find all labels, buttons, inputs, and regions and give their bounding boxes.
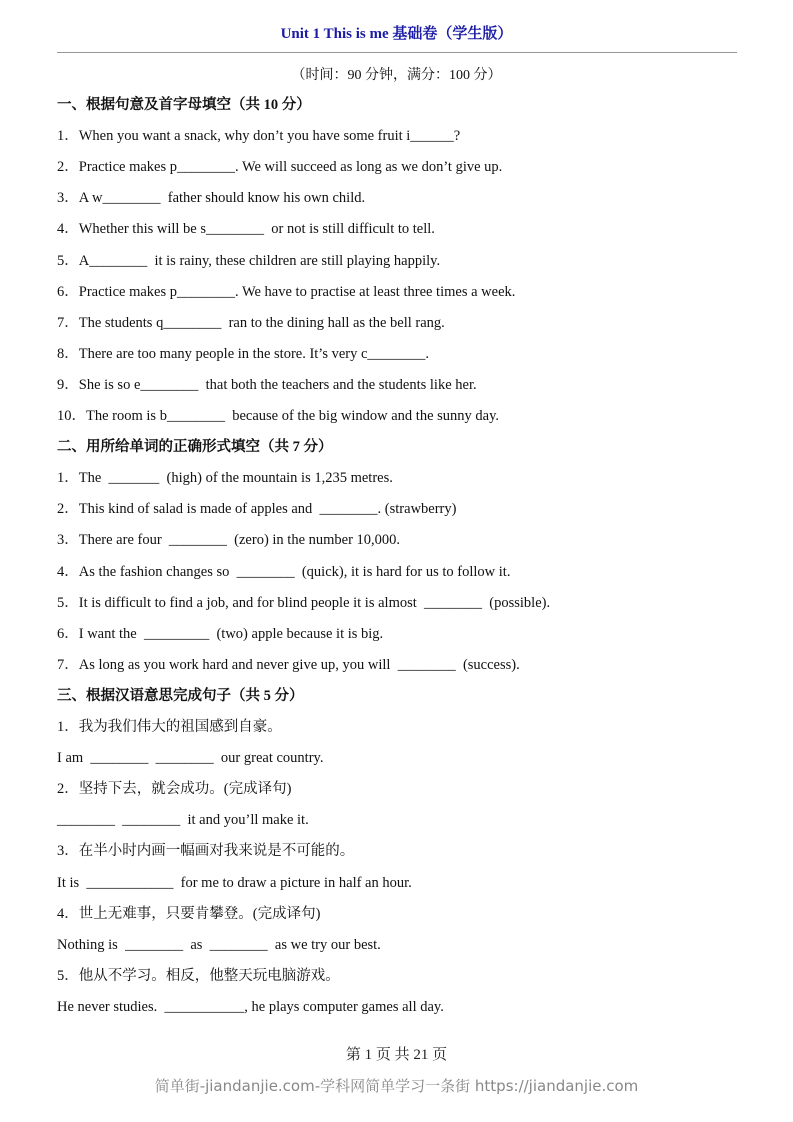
question-line: 2．This kind of salad is made of apples and ________. (strawberry) [57,501,457,518]
question-line: He never studies. ___________, he plays computer games all day. [57,998,444,1015]
question-line: 1．我为我们伟大的祖国感到自豪。 [57,719,282,735]
question-line: 4．世上无难事，只要肯攀登。(完成译句) [57,905,321,922]
question-line: 1．When you want a snack, why don’t you have some fruit i______? [57,128,461,145]
question-line: Nothing is ________ as ________ as we try our best. [57,936,381,953]
section-heading: 三、根据汉语意思完成句子（共 5 分） [57,687,304,704]
question-line: 7．As long as you work hard and never give up, you will ________ (success). [57,656,520,673]
question-line: 5．他从不学习。相反，他整天玩电脑游戏。 [57,967,340,984]
question-line: 5．A________ it is rainy, these children are still playing happily. [57,252,441,269]
section-heading: 一、根据句意及首字母填空（共 10 分） [57,97,311,113]
question-line: 6．Practice makes p________. We have to practise at least three times a week. [57,283,516,300]
exam-info: （时间：90 分钟，满分：100 分） [291,68,502,83]
question-line: ________ ________ it and you’ll make it. [57,812,309,829]
question-line: 7．The students q________ ran to the dining hall as the bell rang. [57,314,445,331]
question-line: 4．Whether this will be s________ or not is still difficult to tell. [57,221,435,238]
question-line: 3．A w________ father should know his own child. [57,190,366,207]
question-line: 3．There are four ________ (zero) in the number 10,000. [57,532,401,549]
question-line: 2．坚持下去，就会成功。(完成译句) [57,781,292,798]
question-line: 2．Practice makes p________. We will succeed as long as we don’t give up. [57,159,503,176]
question-line: 3．在半小时内画一幅画对我来说是不可能的。 [57,843,355,860]
question-line: 4．As the fashion changes so ________ (quick), it is hard for us to follow it. [57,563,511,580]
document-title: Unit 1 This is me 基础卷（学生版） [280,26,513,42]
question-line: 6．I want the _________ (two) apple because it is big. [57,625,384,642]
question-line: 1．The _______ (high) of the mountain is 1,235 metres. [57,470,393,487]
question-line: 8．There are too many people in the store. It’s very c________. [57,345,430,362]
header-divider [57,52,737,53]
section-heading: 二、用所给单词的正确形式填空（共 7 分） [57,439,333,456]
watermark-text: 简单街-jiandanjie.com-学科网简单学习一条街 https://jiandanjie.com [154,1077,639,1095]
question-line: 10．The room is b________ because of the big window and the sunny day. [57,408,500,424]
question-line: It is ____________ for me to draw a picture in half an hour. [57,874,412,891]
question-line: I am ________ ________ our great country. [57,750,324,767]
question-line: 9．She is so e________ that both the teachers and the students like her. [57,376,477,393]
question-line: 5．It is difficult to find a job, and for blind people it is almost ________ (possible). [57,594,551,611]
page-number: 第 1 页 共 21 页 [345,1047,448,1063]
